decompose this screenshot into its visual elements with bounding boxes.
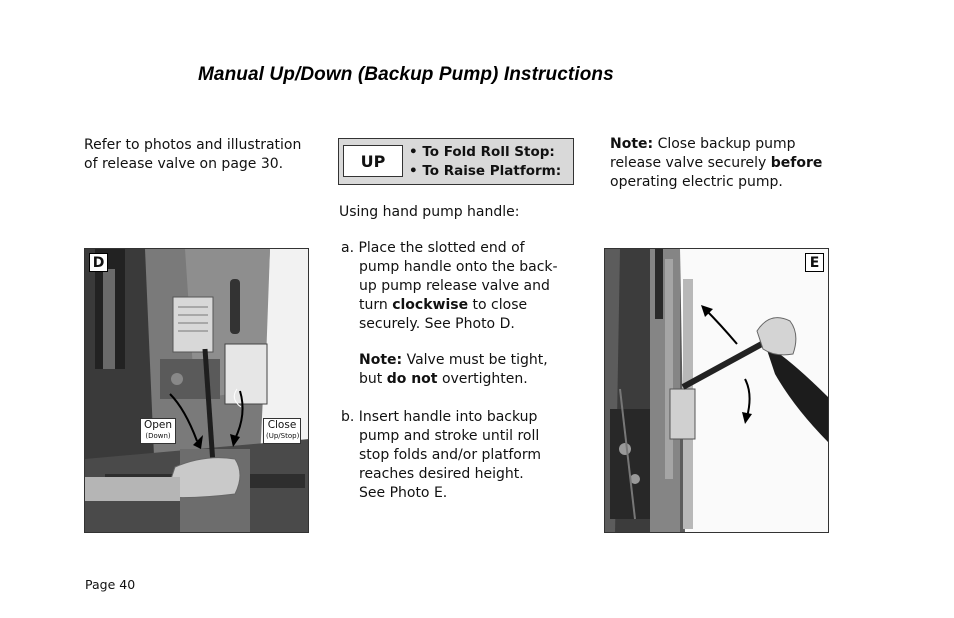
intro-line: Refer to photos and illustration xyxy=(84,137,302,153)
using-hand-pump-heading: Using hand pump handle: xyxy=(339,204,520,220)
close-up-callout xyxy=(263,418,301,444)
page-title: Manual Up/Down (Backup Pump) Instructions xyxy=(198,64,614,85)
note-label: Note: xyxy=(359,352,403,368)
photo-e-illustration xyxy=(605,249,829,533)
note-text: Close backup pump xyxy=(653,136,796,152)
tightness-note xyxy=(359,351,579,389)
note-line: operating electric pump. xyxy=(610,174,783,190)
open-sub-label: (Down) xyxy=(145,431,171,440)
step-b-line: stop folds and/or platform xyxy=(359,447,542,463)
step-b-line: reaches desired height. xyxy=(359,466,524,482)
step-a-text: turn xyxy=(359,297,393,313)
step-b-line: See Photo E. xyxy=(359,485,448,501)
electric-pump-note xyxy=(610,135,840,192)
photo-e-pump-handle xyxy=(604,248,829,533)
step-a-line xyxy=(341,296,581,315)
note-emphasis: do not xyxy=(386,371,438,387)
step-a-line: securely. See Photo D. xyxy=(359,316,515,332)
intro-text xyxy=(84,136,314,174)
note-line xyxy=(610,135,840,154)
photo-e-label: E xyxy=(805,253,824,272)
up-line-fold-roll-stop: • To Fold Roll Stop: xyxy=(409,144,555,160)
intro-line: of release valve on page 30. xyxy=(84,156,284,172)
note-line xyxy=(359,370,579,389)
step-a xyxy=(341,239,581,334)
close-sub-label: (Up/Stop) xyxy=(266,431,300,440)
step-a-line: pump handle onto the back- xyxy=(359,259,558,275)
note-text: overtighten. xyxy=(437,371,528,387)
note-line xyxy=(359,351,579,370)
step-a-text: to close xyxy=(468,297,528,313)
step-b xyxy=(341,408,581,503)
up-instruction-box xyxy=(338,138,574,185)
up-line-raise-platform: • To Raise Platform: xyxy=(409,163,562,179)
step-b-line: pump and stroke until roll xyxy=(359,428,540,444)
step-a-line: up pump release valve and xyxy=(359,278,550,294)
page-number: Page 40 xyxy=(85,577,136,592)
note-text: but xyxy=(359,371,387,387)
photo-d-illustration xyxy=(85,249,309,533)
photo-d-label: D xyxy=(89,253,108,272)
note-label: Note: xyxy=(610,136,654,152)
up-label: UP xyxy=(343,145,403,177)
note-line xyxy=(610,154,840,173)
open-label: Open xyxy=(143,419,173,431)
close-label: Close xyxy=(267,419,297,431)
open-down-callout xyxy=(140,418,176,444)
note-emphasis: before xyxy=(770,155,823,171)
step-b-line: b. Insert handle into backup xyxy=(341,409,538,425)
step-a-line: a. Place the slotted end of xyxy=(341,240,525,256)
up-box-lines xyxy=(409,143,561,181)
photo-d-release-valve xyxy=(84,248,309,533)
note-text: release valve securely xyxy=(610,155,771,171)
note-text: Valve must be tight, xyxy=(402,352,548,368)
step-a-emphasis: clockwise xyxy=(392,297,469,313)
